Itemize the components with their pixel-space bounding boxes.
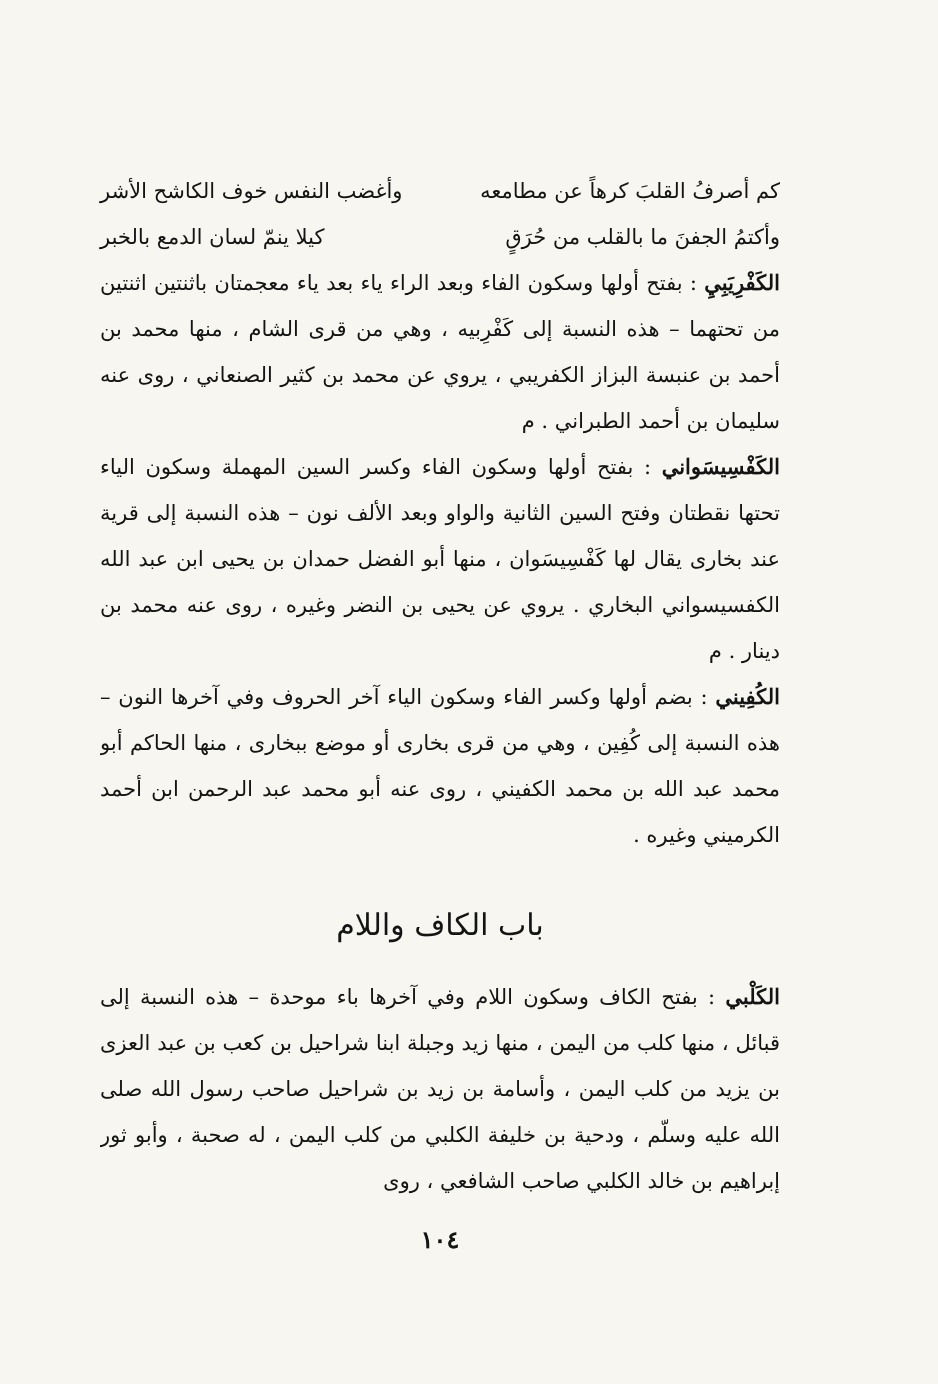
entry-text: : بضم أولها وكسر الفاء وسكون الياء آخر الحروف وفي آخرها النون – هذه النسبة إلى كُفِين ، وهي من قرى بخارى أو موضع ببخارى ، منها الحاكم أبو محمد عبد الله بن محمد الكفيني ، روى عنه أبو محمد عبد الرحمن ابن أحمد الكرميني وغيره . [100,685,780,847]
entry-kalbi [100,974,780,1204]
entry-term: الكَلْبي [725,984,780,1009]
entries-block [100,260,780,858]
verse-first-hemistich: كم أصرفُ القلبَ كرهاً عن مطامعه [480,179,780,203]
entry-text: : بفتح أولها وسكون الفاء وبعد الراء ياء بعد ياء معجمتان باثنتين اثنتين من تحتهما – هذه النسبة إلى كَفْرِبيه ، وهي من قرى الشام ، منها محمد بن أحمد بن عنبسة البزاز الكفريبي ، يروي عن محمد بن كثير الصنعاني ، روى عنه سليمان بن أحمد الطبراني . م [100,271,780,433]
verse-second-hemistich: وأغضب النفس خوف الكاشح الأشر [100,179,403,203]
entry-kafribi [100,260,780,444]
entry-kufini [100,674,780,858]
entries-after-block [100,974,780,1204]
verse-line [100,214,780,260]
verse-second-hemistich: كيلا ينمّ لسان الدمع بالخبر [100,225,325,249]
verse-first-hemistich: وأكتمُ الجفنَ ما بالقلب من حُرَقٍ [505,225,780,249]
entry-text: : بفتح الكاف وسكون اللام وفي آخرها باء موحدة – هذه النسبة إلى قبائل ، منها كلب من اليمن ، منها زيد وجبلة ابنا شراحيل بن كعب بن عبد العزى بن يزيد من كلب اليمن ، وأسامة بن زيد بن شراحيل صاحب رسول الله صلى الله عليه وسلّم ، ودحية بن خليفة الكلبي من كلب اليمن ، له صحبة ، وأبو ثور إبراهيم بن خالد الكلبي صاحب الشافعي ، روى [100,985,780,1193]
entry-term: الكَفْرِيَبِيِ [704,270,780,295]
section-heading: باب الكاف واللام [336,908,544,943]
verse-line [100,168,780,214]
entry-term: الكُفِيني [715,684,780,709]
page-number: ١٠٤ [420,1225,460,1254]
poem-verses [100,168,780,260]
entry-term: الكَفْسِيسَواني [661,454,780,479]
entry-kafsisawani [100,444,780,674]
entry-text: : بفتح أولها وسكون الفاء وكسر السين المهملة وسكون الياء تحتها نقطتان وفتح السين الثانية والواو وبعد الألف نون – هذه النسبة إلى قرية عند بخارى يقال لها كَفْسِيسَوان ، منها أبو الفضل حمدان بن يحيى ابن عبد الله الكفسيسواني البخاري . يروي عن يحيى بن النضر وغيره ، روى عنه محمد بن دينار . م [100,455,780,663]
